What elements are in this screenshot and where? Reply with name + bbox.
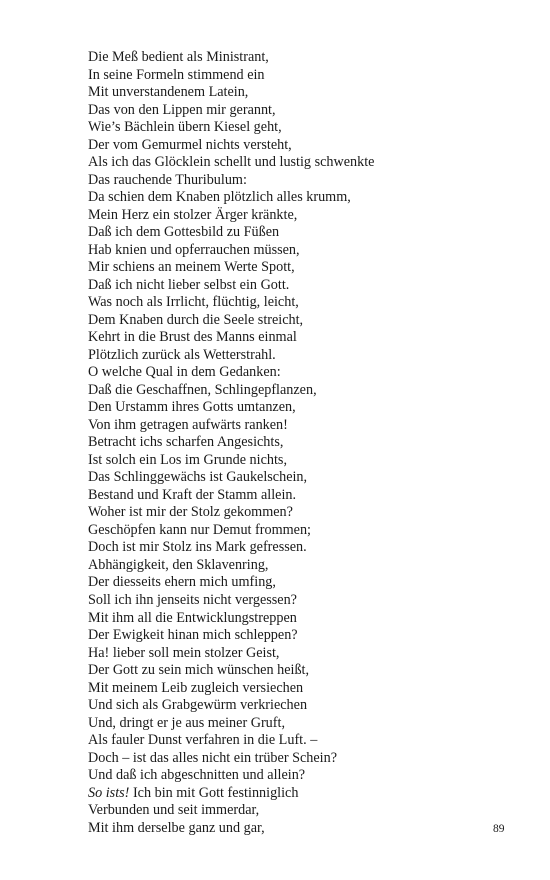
poem-line (88, 627, 508, 645)
poem-line (88, 382, 508, 400)
poem-line (88, 189, 508, 207)
page-number: 89 (493, 823, 505, 835)
poem-line-text: Von ihm getragen aufwärts ranken! (88, 416, 288, 433)
poem-line-text: Was noch als Irrlicht, flüchtig, leicht, (88, 294, 299, 311)
poem-line (88, 662, 508, 680)
poem-line-text: Kehrt in die Brust des Manns einmal (88, 329, 297, 346)
poem-line-text: Die Meß bedient als Ministrant, (88, 49, 269, 65)
poem-line-text: In seine Formeln stimmend ein (88, 66, 265, 83)
poem-line-text: Mit unverstandenem Latein, (88, 84, 249, 101)
poem-line (88, 67, 508, 85)
poem-line (88, 84, 508, 102)
poem-line (88, 294, 508, 312)
poem-line-text: Der Ewigkeit hinan mich schleppen? (88, 627, 298, 644)
poem-line (88, 154, 508, 172)
poem-line-text: Da schien dem Knaben plötzlich alles krumm, (88, 189, 351, 206)
poem-line-text: Den Urstamm ihres Gotts umtanzen, (88, 399, 296, 416)
poem-line-text: Betracht ichs scharfen Angesichts, (88, 434, 284, 451)
poem-line-text: Mit ihm all die Entwicklungstreppen (88, 609, 297, 626)
poem-line-text: Abhängigkeit, den Sklavenring, (88, 556, 269, 573)
poem-line (88, 522, 508, 540)
poem-line (88, 469, 508, 487)
poem-line (88, 277, 508, 295)
poem-line (88, 224, 508, 242)
poem-line (88, 487, 508, 505)
emphasized-text: So ists! (88, 784, 130, 801)
poem-line-text: Mit meinem Leib zugleich versiechen (88, 679, 304, 696)
poem-line (88, 750, 508, 768)
poem-line (88, 802, 508, 820)
poem-line (88, 102, 508, 120)
poem-line-text: Das Schlinggewächs ist Gaukelschein, (88, 469, 308, 486)
poem-line (88, 329, 508, 347)
poem-line-text: Plötzlich zurück als Wetterstrahl. (88, 346, 276, 363)
poem-line (88, 715, 508, 733)
poem-line-text: Ich bin mit Gott festinniglich (129, 784, 299, 801)
poem-line (88, 417, 508, 435)
poem-line-text: Soll ich ihn jenseits nicht vergessen? (88, 591, 297, 608)
poem-line (88, 49, 508, 67)
poem-line (88, 767, 508, 785)
poem-line (88, 610, 508, 628)
poem-line (88, 207, 508, 225)
poem-line (88, 785, 508, 803)
poem-line (88, 312, 508, 330)
poem-line-text: Mein Herz ein stolzer Ärger kränkte, (88, 206, 298, 223)
poem-line (88, 259, 508, 277)
poem-line-text: Doch ist mir Stolz ins Mark gefressen. (88, 539, 307, 556)
poem-line-text: Das von den Lippen mir gerannt, (88, 101, 276, 118)
poem-line-text: O welche Qual in dem Gedanken: (88, 364, 281, 381)
poem-line (88, 820, 508, 838)
poem-line-text: Bestand und Kraft der Stamm allein. (88, 486, 297, 503)
poem-line-text: Als ich das Glöcklein schellt und lustig schwenkte (88, 154, 375, 171)
poem-line-text: Mir schiens an meinem Werte Spott, (88, 259, 295, 276)
poem-line-text: Wie’s Bächlein übern Kiesel geht, (88, 119, 282, 136)
poem-text (88, 49, 508, 837)
poem-line (88, 680, 508, 698)
poem-line-text: Das rauchende Thuribulum: (88, 171, 247, 188)
poem-line (88, 574, 508, 592)
poem-line-text: Ha! lieber soll mein stolzer Geist, (88, 644, 280, 661)
poem-line-text: Hab knien und opferrauchen müssen, (88, 241, 300, 258)
poem-line-text: Dem Knaben durch die Seele streicht, (88, 311, 304, 328)
poem-line (88, 364, 508, 382)
poem-line-text: Daß ich dem Gottesbild zu Füßen (88, 224, 280, 241)
poem-line-text: Ist solch ein Los im Grunde nichts, (88, 451, 287, 468)
poem-line-text: Der vom Gemurmel nichts versteht, (88, 136, 292, 153)
poem-line-text: Der Gott zu sein mich wünschen heißt, (88, 662, 310, 679)
poem-line (88, 645, 508, 663)
poem-line (88, 347, 508, 365)
poem-line-text: Geschöpfen kann nur Demut frommen; (88, 521, 311, 538)
poem-line (88, 434, 508, 452)
poem-line (88, 732, 508, 750)
poem-line-text: Der diesseits ehern mich umfing, (88, 574, 276, 591)
poem-line (88, 539, 508, 557)
poem-line (88, 119, 508, 137)
poem-line (88, 399, 508, 417)
poem-line (88, 557, 508, 575)
poem-line (88, 172, 508, 190)
poem-line-text: Woher ist mir der Stolz gekommen? (88, 504, 293, 521)
poem-line-text: Verbunden und seit immerdar, (88, 802, 260, 819)
poem-line-text: Als fauler Dunst verfahren in die Luft. – (88, 732, 318, 749)
poem-line (88, 242, 508, 260)
poem-line-text: Doch – ist das alles nicht ein trüber Schein? (88, 749, 338, 766)
poem-line-text: Mit ihm derselbe ganz und gar, (88, 819, 265, 836)
poem-line-text: Daß die Geschaffnen, Schlingepflanzen, (88, 381, 317, 398)
poem-line (88, 697, 508, 715)
poem-line (88, 452, 508, 470)
poem-line-text: Daß ich nicht lieber selbst ein Gott. (88, 276, 290, 293)
poem-line-text: Und daß ich abgeschnitten und allein? (88, 767, 306, 784)
poem-line (88, 504, 508, 522)
poem-line (88, 592, 508, 610)
poem-line-text: Und, dringt er je aus meiner Gruft, (88, 714, 285, 731)
poem-line (88, 137, 508, 155)
poem-line-text: Und sich als Grabgewürm verkriechen (88, 697, 308, 714)
